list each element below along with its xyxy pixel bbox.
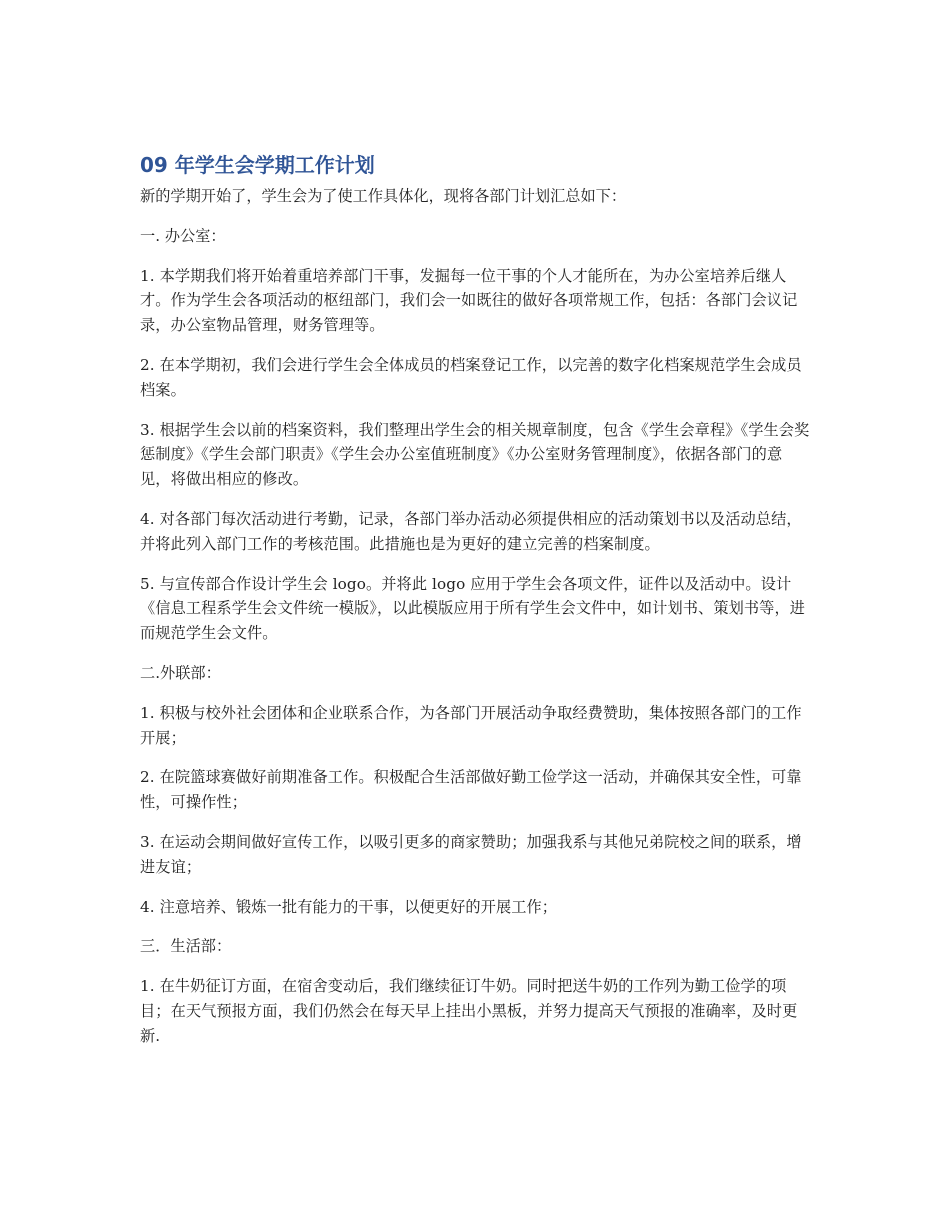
office-item-1: 1. 本学期我们将开始着重培养部门干事，发掘每一位干事的个人才能所在，为办公室培养后继人才。作为学生会各项活动的枢纽部门，我们会一如既往的做好各项常规工作，包括：各部门会议记录，办公室物品管理，财务管理等。 [140,266,798,335]
section-external-relations [140,661,812,919]
section-heading-external-relations: 二.外联部： [140,663,221,682]
document-title: 09 年学生会学期工作计划 [140,153,375,177]
section-heading-office: 一. 办公室： [140,226,226,245]
office-item-5: 5. 与宣传部合作设计学生会 logo。并将此 logo 应用于学生会各项文件，证件以及活动中。设计《信息工程系学生会文件统一模版》，以此模版应用于所有学生会文件中，如计划书、策划书等，进而规范学生会文件。 [140,574,806,643]
intro-paragraph: 新的学期开始了，学生会为了使工作具体化，现将各部门计划汇总如下： [140,187,626,205]
section-life [140,934,812,1048]
external-item-2: 2. 在院篮球赛做好前期准备工作。积极配合生活部做好勤工俭学这一活动，并确保其安全性，可靠性，可操作性； [140,768,802,812]
external-item-3: 3. 在运动会期间做好宣传工作，以吸引更多的商家赞助；加强我系与其他兄弟院校之间的联系，增进友谊； [140,832,802,876]
life-item-1: 1. 在牛奶征订方面，在宿舍变动后，我们继续征订牛奶。同时把送牛奶的工作列为勤工俭学的项目；在天气预报方面，我们仍然会在每天早上挂出小黑板，并努力提高天气预报的准确率，及时更新. [140,977,798,1045]
external-item-4: 4. 注意培养、锻炼一批有能力的干事，以便更好的开展工作； [140,897,558,916]
office-item-3: 3. 根据学生会以前的档案资料，我们整理出学生会的相关规章制度，包含《学生会章程》《学生会奖惩制度》《学生会部门职责》《学生会办公室值班制度》《办公室财务管理制度》，依据各部门的意见，将做出相应的修改。 [140,420,810,489]
office-item-4: 4. 对各部门每次活动进行考勤，记录，各部门举办活动必须提供相应的活动策划书以及活动总结，并将此列入部门工作的考核范围。此措施也是为更好的建立完善的档案制度。 [140,509,802,553]
external-item-1: 1. 积极与校外社会团体和企业联系合作，为各部门开展活动争取经费赞助，集体按照各部门的工作开展； [140,703,802,747]
section-office [140,224,812,646]
office-item-2: 2. 在本学期初，我们会进行学生会全体成员的档案登记工作，以完善的数字化档案规范学生会成员档案。 [140,355,802,399]
section-heading-life: 三．生活部： [140,937,232,956]
document-page [140,150,812,1064]
